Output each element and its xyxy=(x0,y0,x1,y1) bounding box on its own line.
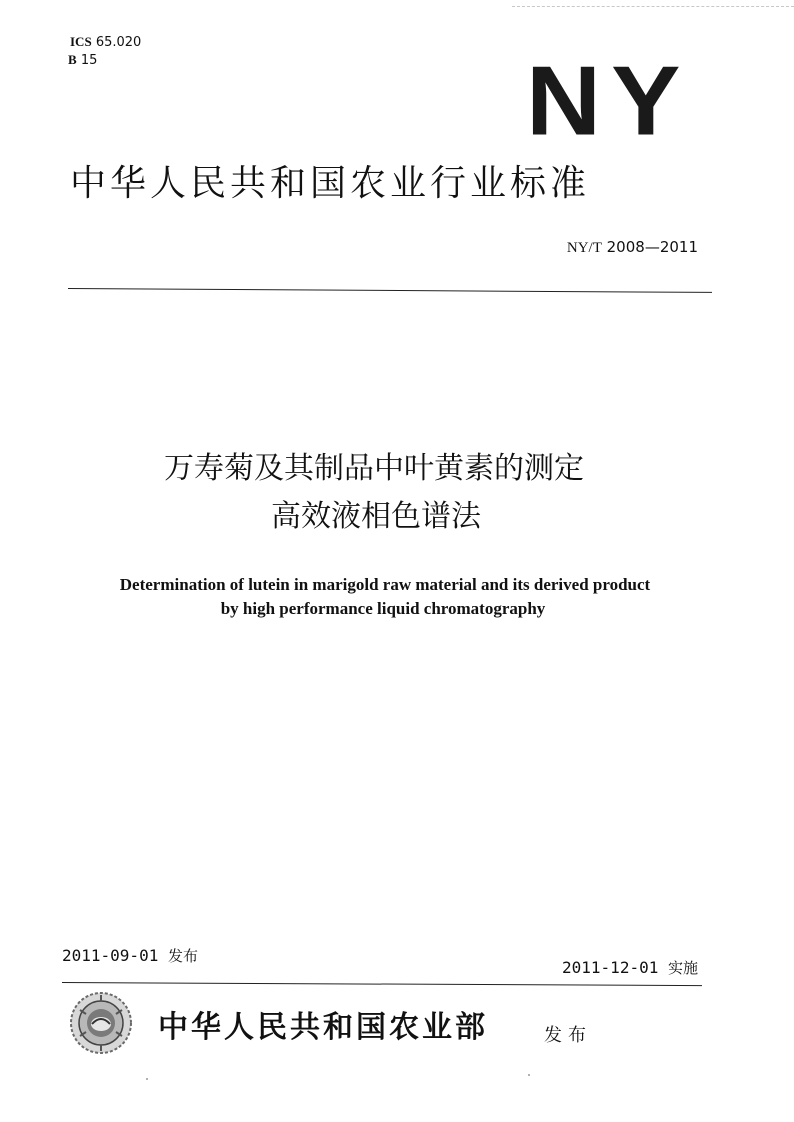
ny-logo: NY xyxy=(526,46,691,157)
english-title-line-1: Determination of lutein in marigold raw material and its derived product xyxy=(119,575,651,594)
chinese-title-line-1: 万寿菊及其制品中叶黄素的测定 xyxy=(164,451,584,486)
publish-label: 发布 xyxy=(544,1025,592,1046)
top-scan-line xyxy=(512,6,794,7)
implementation-date-value: 2011-12-01 xyxy=(562,958,659,977)
issuing-ministry: 中华人民共和国农业部 xyxy=(158,1010,488,1045)
issue-date-value: 2011-09-01 xyxy=(62,946,159,965)
issue-date xyxy=(62,946,198,966)
chinese-title-line-2: 高效液相色谱法 xyxy=(271,499,481,534)
scan-speck xyxy=(146,1078,148,1080)
standard-number-prefix: NY/T xyxy=(566,240,602,256)
standard-number xyxy=(567,238,698,257)
classification-code xyxy=(68,51,97,69)
implementation-date xyxy=(562,958,698,978)
ics-code xyxy=(70,33,141,51)
class-label: B xyxy=(68,52,77,67)
issue-date-label: 发布 xyxy=(167,947,198,965)
ministry-seal-icon xyxy=(68,990,134,1056)
ics-value: 65.020 xyxy=(95,35,142,50)
scan-speck xyxy=(528,1074,530,1076)
implementation-date-label: 实施 xyxy=(667,959,698,977)
class-value: 15 xyxy=(80,53,98,68)
ics-label: ICS xyxy=(70,34,92,49)
header-divider xyxy=(68,288,712,293)
standard-number-value: 2008—2011 xyxy=(606,238,698,256)
english-title-line-2: by high performance liquid chromatography xyxy=(220,599,546,618)
footer-divider xyxy=(62,982,702,986)
standard-category-title: 中华人民共和国农业行业标准 xyxy=(70,163,591,204)
